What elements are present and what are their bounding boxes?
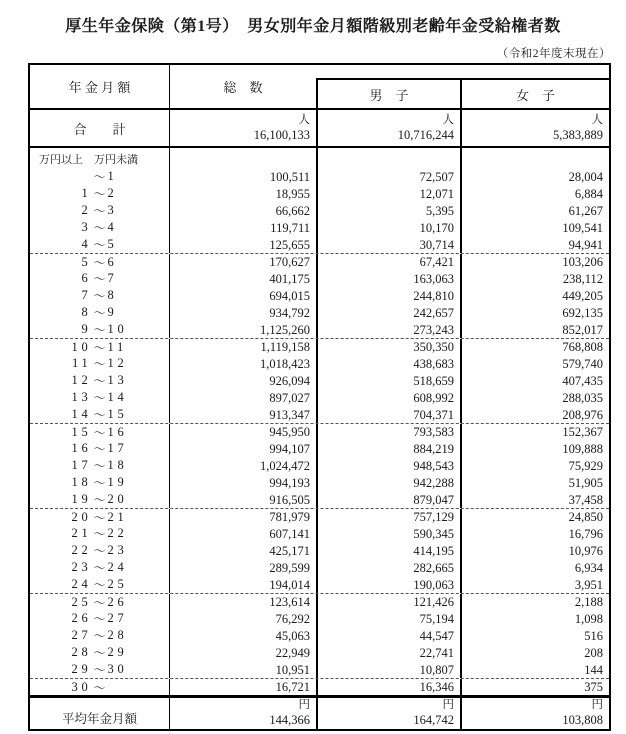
total-value: 994,193 <box>170 474 318 491</box>
male-value: 884,219 <box>318 440 462 457</box>
bracket-row <box>30 304 609 321</box>
bracket-lower-bound: 10 <box>71 339 92 354</box>
bracket-lower-bound: 26 <box>71 611 92 625</box>
female-value: 94,941 <box>568 237 603 252</box>
bracket-lower-bound: 13 <box>71 390 92 404</box>
bracket-upper-bound: 20 <box>107 492 128 506</box>
tilde-symbol: ～ <box>93 561 106 575</box>
tilde-symbol: ～ <box>93 680 106 695</box>
bracket-label <box>30 440 170 457</box>
female-value: 16,796 <box>568 526 603 541</box>
grand-total-label: 合 計 <box>30 110 170 146</box>
male-value: 414,195 <box>318 542 462 559</box>
total-value: 100,511 <box>170 168 318 185</box>
male-value: 242,657 <box>318 304 462 321</box>
col-header-male: 男 子 <box>318 80 462 108</box>
unit-yen: 円 <box>442 699 454 711</box>
bracket-label <box>30 679 170 695</box>
male-value: 282,665 <box>318 559 462 576</box>
bracket-row <box>30 576 609 593</box>
female-value: 75,929 <box>568 458 603 473</box>
tilde-symbol: ～ <box>93 374 106 388</box>
total-value: 781,979 <box>170 509 318 525</box>
tilde-symbol: ～ <box>93 510 106 525</box>
bracket-upper-bound: 6 <box>107 254 118 269</box>
tilde-symbol: ～ <box>93 595 106 610</box>
total-value: 66,662 <box>170 202 318 219</box>
male-value: 948,543 <box>318 457 462 474</box>
bracket-lower-bound: 12 <box>71 373 92 387</box>
tilde-symbol: ～ <box>93 476 106 490</box>
tilde-symbol: ～ <box>93 221 106 235</box>
grand-total-female-cell <box>462 110 609 146</box>
bracket-upper-bound: 18 <box>107 458 128 472</box>
bracket-lower-bound: 16 <box>71 441 92 455</box>
bracket-label <box>30 168 170 185</box>
grand-total-total-value: 16,100,133 <box>253 127 310 142</box>
bracket-upper-bound: 9 <box>107 305 118 319</box>
bracket-row <box>30 491 609 508</box>
bracket-label <box>30 559 170 576</box>
female-value: 516 <box>584 628 603 643</box>
male-value: 10,170 <box>318 219 462 236</box>
average-total-cell <box>170 698 318 730</box>
male-value: 757,129 <box>318 509 462 525</box>
bracket-row <box>30 474 609 491</box>
total-value: 1,119,158 <box>170 339 318 355</box>
bracket-row <box>30 508 609 525</box>
bracket-label <box>30 644 170 661</box>
bracket-row <box>30 389 609 406</box>
tilde-symbol: ～ <box>93 578 106 592</box>
bracket-label <box>30 509 170 525</box>
bracket-row <box>30 270 609 287</box>
bracket-upper-bound: 23 <box>107 543 128 557</box>
bracket-label <box>30 406 170 423</box>
bracket-lower-bound: 6 <box>81 271 92 285</box>
bracket-row <box>30 661 609 678</box>
female-value: 2,188 <box>574 595 603 609</box>
female-value: 579,740 <box>562 356 603 371</box>
tilde-symbol: ～ <box>93 204 106 218</box>
bracket-lower-bound: 1 <box>81 186 92 200</box>
female-value: 3,951 <box>574 577 603 592</box>
total-value: 945,950 <box>170 424 318 440</box>
grand-total-female-value: 5,383,889 <box>553 127 603 142</box>
bracket-row <box>30 627 609 644</box>
female-value: 852,017 <box>562 322 603 337</box>
bracket-lower-bound: 14 <box>71 407 92 421</box>
bracket-upper-bound: 7 <box>107 271 118 285</box>
male-value: 67,421 <box>318 254 462 270</box>
tilde-symbol: ～ <box>93 289 106 303</box>
total-value: 994,107 <box>170 440 318 457</box>
as-of-date: （令和2年度末現在） <box>496 48 611 60</box>
total-value: 425,171 <box>170 542 318 559</box>
bracket-label <box>30 525 170 542</box>
bracket-upper-bound: 3 <box>107 203 118 217</box>
total-value: 170,627 <box>170 254 318 270</box>
male-value: 590,345 <box>318 525 462 542</box>
tilde-symbol: ～ <box>93 323 106 337</box>
unit-person: 人 <box>442 113 454 126</box>
bracket-lower-bound: 21 <box>71 526 92 540</box>
bracket-upper-bound: 14 <box>107 390 128 404</box>
total-value: 76,292 <box>170 610 318 627</box>
bracket-label <box>30 270 170 287</box>
bracket-label <box>30 491 170 508</box>
bracket-label <box>30 661 170 678</box>
grand-total-male-cell <box>318 110 462 146</box>
total-value: 1,125,260 <box>170 321 318 338</box>
average-total-value: 144,366 <box>269 713 310 727</box>
male-value: 75,194 <box>318 610 462 627</box>
bracket-upper-bound: 15 <box>107 407 128 421</box>
bracket-upper-bound: 25 <box>107 577 128 591</box>
average-label: 平均年金月額 <box>30 698 170 730</box>
male-value: 438,683 <box>318 355 462 372</box>
bracket-row <box>30 542 609 559</box>
male-value: 793,583 <box>318 424 462 440</box>
bracket-lower-bound: 4 <box>81 237 92 251</box>
bracket-upper-bound: 27 <box>107 611 128 625</box>
bracket-lower-bound: 25 <box>71 594 92 609</box>
bracket-row <box>30 236 609 253</box>
bracket-lower-bound: 28 <box>71 645 92 659</box>
bracket-lower-bound: 9 <box>81 322 92 336</box>
bracket-lower-bound: 5 <box>81 254 92 269</box>
total-value: 18,955 <box>170 185 318 202</box>
tilde-symbol: ～ <box>93 170 106 184</box>
bracket-lower-bound: 20 <box>71 509 92 524</box>
tilde-symbol: ～ <box>93 391 106 405</box>
col-header-total: 総 数 <box>223 80 263 95</box>
empty-cell <box>462 148 609 168</box>
bracket-label <box>30 304 170 321</box>
female-value: 6,934 <box>574 560 603 575</box>
female-value: 144 <box>584 662 603 677</box>
male-value: 190,063 <box>318 576 462 593</box>
bracket-row <box>30 593 609 610</box>
tilde-symbol: ～ <box>93 459 106 473</box>
total-value: 123,614 <box>170 594 318 610</box>
bracket-upper-bound: 29 <box>107 645 128 659</box>
bracket-row <box>30 219 609 236</box>
bracket-lower-bound: 8 <box>81 305 92 319</box>
bracket-lower-bound: 24 <box>71 577 92 591</box>
male-value: 72,507 <box>318 168 462 185</box>
bracket-lower-bound: 30 <box>71 679 92 694</box>
tilde-symbol: ～ <box>93 306 106 320</box>
pension-table <box>28 63 611 731</box>
female-value: 449,205 <box>562 288 603 303</box>
male-value: 10,807 <box>318 661 462 678</box>
bracket-upper-bound: 13 <box>107 373 128 387</box>
bracket-row <box>30 355 609 372</box>
tilde-symbol: ～ <box>93 629 106 643</box>
bracket-label <box>30 355 170 372</box>
bracket-upper-bound: 26 <box>107 594 128 609</box>
bracket-upper-bound: 1 <box>107 169 118 183</box>
bracket-label <box>30 594 170 610</box>
male-value: 942,288 <box>318 474 462 491</box>
bracket-lower-bound: 2 <box>81 203 92 217</box>
bracket-label <box>30 287 170 304</box>
bracket-label <box>30 389 170 406</box>
total-value: 897,027 <box>170 389 318 406</box>
bracket-unit-header: 万円以上 万円未満 <box>30 148 170 168</box>
total-value: 45,063 <box>170 627 318 644</box>
male-value: 244,810 <box>318 287 462 304</box>
female-value: 692,135 <box>562 305 603 320</box>
bracket-upper-bound: 12 <box>107 356 128 370</box>
average-female-value: 103,808 <box>562 713 603 727</box>
bracket-row <box>30 423 609 440</box>
bracket-label <box>30 185 170 202</box>
tilde-symbol: ～ <box>93 357 106 371</box>
bracket-row <box>30 185 609 202</box>
total-value: 125,655 <box>170 236 318 253</box>
tilde-symbol: ～ <box>93 238 106 252</box>
average-male-value: 164,742 <box>413 713 454 727</box>
bracket-lower-bound: 29 <box>71 662 92 676</box>
bracket-label <box>30 372 170 389</box>
female-value: 61,267 <box>568 203 603 218</box>
male-value: 163,063 <box>318 270 462 287</box>
tilde-symbol: ～ <box>93 646 106 660</box>
average-male-cell <box>318 698 462 730</box>
tilde-symbol: ～ <box>93 663 106 677</box>
female-value: 407,435 <box>562 373 603 388</box>
total-value: 1,018,423 <box>170 355 318 372</box>
total-value: 607,141 <box>170 525 318 542</box>
bracket-row <box>30 406 609 423</box>
tilde-symbol: ～ <box>93 544 106 558</box>
male-value: 350,350 <box>318 339 462 355</box>
female-value: 1,098 <box>574 611 603 626</box>
unit-yen: 円 <box>591 699 603 711</box>
tilde-symbol: ～ <box>93 527 106 541</box>
female-value: 51,905 <box>568 475 603 490</box>
female-value: 375 <box>584 680 603 694</box>
male-value: 5,395 <box>318 202 462 219</box>
female-value: 10,976 <box>568 543 603 558</box>
bracket-lower-bound: 23 <box>71 560 92 574</box>
male-value: 273,243 <box>318 321 462 338</box>
total-value: 289,599 <box>170 559 318 576</box>
male-value: 12,071 <box>318 185 462 202</box>
bracket-label <box>30 576 170 593</box>
bracket-lower-bound: 22 <box>71 543 92 557</box>
sex-header-box <box>316 78 609 108</box>
bracket-label <box>30 424 170 440</box>
total-value: 916,505 <box>170 491 318 508</box>
grand-total-row <box>30 110 609 148</box>
female-value: 37,458 <box>568 492 603 507</box>
tilde-symbol: ～ <box>93 187 106 201</box>
empty-cell <box>318 148 462 168</box>
bracket-upper-bound: 2 <box>107 186 118 200</box>
bracket-row <box>30 202 609 219</box>
bracket-row <box>30 644 609 661</box>
bracket-row <box>30 287 609 304</box>
bracket-row <box>30 321 609 338</box>
female-value: 238,112 <box>562 271 603 286</box>
bracket-row <box>30 610 609 627</box>
bracket-lower-bound: 15 <box>71 424 92 439</box>
total-value: 401,175 <box>170 270 318 287</box>
bracket-row <box>30 338 609 355</box>
grand-total-total-cell <box>170 110 318 146</box>
unit-person: 人 <box>298 113 310 126</box>
bracket-row <box>30 678 609 695</box>
total-value: 194,014 <box>170 576 318 593</box>
female-value: 109,888 <box>562 441 603 456</box>
bracket-lower-bound: 3 <box>81 220 92 234</box>
male-value: 121,426 <box>318 594 462 610</box>
bracket-upper-bound: 17 <box>107 441 128 455</box>
col-header-female: 女 子 <box>515 87 555 103</box>
bracket-label <box>30 339 170 355</box>
bracket-upper-bound: 22 <box>107 526 128 540</box>
total-value: 913,347 <box>170 406 318 423</box>
male-value: 704,371 <box>318 406 462 423</box>
bracket-label <box>30 474 170 491</box>
col-header-bracket: 年 金 月 額 <box>30 65 170 108</box>
male-value: 608,992 <box>318 389 462 406</box>
bracket-row <box>30 372 609 389</box>
total-value: 926,094 <box>170 372 318 389</box>
tilde-symbol: ～ <box>93 340 106 355</box>
female-value: 208 <box>584 645 603 660</box>
bracket-label <box>30 627 170 644</box>
unit-yen: 円 <box>298 699 310 711</box>
female-value: 208,976 <box>562 407 603 422</box>
bracket-row <box>30 440 609 457</box>
total-value: 10,951 <box>170 661 318 678</box>
grand-total-male-value: 10,716,244 <box>397 127 454 142</box>
total-value: 934,792 <box>170 304 318 321</box>
table-header-row <box>30 65 609 110</box>
male-value: 30,714 <box>318 236 462 253</box>
bracket-lower-bound: 27 <box>71 628 92 642</box>
bracket-upper-bound: 30 <box>107 662 128 676</box>
female-value: 152,367 <box>562 425 603 439</box>
total-value: 119,711 <box>170 219 318 236</box>
bracket-label <box>30 202 170 219</box>
female-value: 103,206 <box>562 255 603 269</box>
page-title: 厚生年金保険（第1号） 男女別年金月額階級別老齢年金受給権者数 <box>65 18 561 35</box>
average-female-cell <box>462 698 609 730</box>
female-value: 109,541 <box>562 220 603 235</box>
bracket-upper-bound: 8 <box>107 288 118 302</box>
female-value: 768,808 <box>562 340 603 354</box>
bracket-row <box>30 253 609 270</box>
bracket-upper-bound: 11 <box>107 339 128 354</box>
unit-person: 人 <box>591 113 603 126</box>
bracket-lower-bound: 17 <box>71 458 92 472</box>
female-value: 6,884 <box>574 186 603 201</box>
bracket-unit-header-row <box>30 148 609 168</box>
bracket-upper-bound: 16 <box>107 424 128 439</box>
bracket-label <box>30 610 170 627</box>
female-value: 24,850 <box>568 510 603 524</box>
female-value: 288,035 <box>562 390 603 405</box>
total-value: 16,721 <box>170 679 318 695</box>
bracket-upper-bound: 19 <box>107 475 128 489</box>
male-value: 16,346 <box>318 679 462 695</box>
empty-cell <box>170 148 318 168</box>
bracket-rows <box>30 148 609 695</box>
bracket-upper-bound: 28 <box>107 628 128 642</box>
total-value: 694,015 <box>170 287 318 304</box>
total-value: 1,024,472 <box>170 457 318 474</box>
tilde-symbol: ～ <box>93 425 106 440</box>
bracket-label <box>30 236 170 253</box>
male-value: 879,047 <box>318 491 462 508</box>
bracket-upper-bound: 24 <box>107 560 128 574</box>
bracket-label <box>30 457 170 474</box>
male-value: 518,659 <box>318 372 462 389</box>
female-value: 28,004 <box>568 169 603 184</box>
bracket-upper-bound: 10 <box>107 322 128 336</box>
tilde-symbol: ～ <box>93 272 106 286</box>
male-value: 44,547 <box>318 627 462 644</box>
bracket-label <box>30 542 170 559</box>
bracket-upper-bound: 21 <box>107 509 128 524</box>
bracket-label <box>30 219 170 236</box>
tilde-symbol: ～ <box>93 408 106 422</box>
bracket-label <box>30 321 170 338</box>
bracket-row <box>30 559 609 576</box>
bracket-lower-bound: 19 <box>71 492 92 506</box>
tilde-symbol: ～ <box>93 612 106 626</box>
bracket-lower-bound: 7 <box>81 288 92 302</box>
total-value: 22,949 <box>170 644 318 661</box>
bracket-row <box>30 525 609 542</box>
average-row <box>30 695 609 730</box>
bracket-label <box>30 254 170 270</box>
bracket-upper-bound: 4 <box>107 220 118 234</box>
male-value: 22,741 <box>318 644 462 661</box>
bracket-lower-bound: 18 <box>71 475 92 489</box>
tilde-symbol: ～ <box>93 255 106 270</box>
tilde-symbol: ～ <box>93 493 106 507</box>
bracket-lower-bound: 11 <box>71 356 92 370</box>
bracket-row <box>30 457 609 474</box>
bracket-upper-bound: 5 <box>107 237 118 251</box>
tilde-symbol: ～ <box>93 442 106 456</box>
bracket-row <box>30 168 609 185</box>
